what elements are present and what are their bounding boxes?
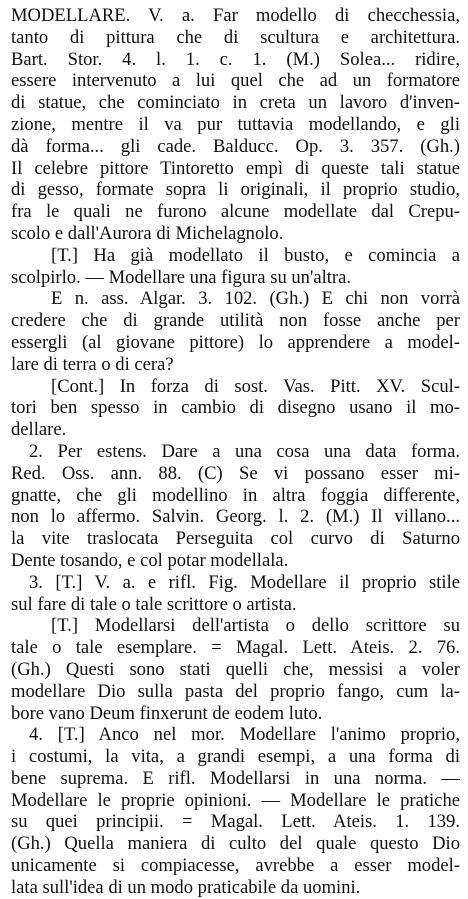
text-line: fra le quali ne furono alcune modellate dal Crepu- bbox=[11, 201, 460, 223]
text-line: Bart. Stor. 4. l. 1. c. 1. (M.) Solea... ridire, bbox=[11, 48, 460, 70]
text-line: dà forma... gli cade. Balducc. Op. 3. 357. (Gh.) bbox=[11, 135, 460, 157]
text-line: E n. ass. Algar. 3. 102. (Gh.) E chi non vorrà bbox=[51, 288, 460, 310]
text-line: Modellare le proprie opinioni. — Modellare le pratiche bbox=[11, 789, 460, 811]
text-line: 4. [T.] Anco nel mor. Modellare l'animo proprio, bbox=[29, 724, 460, 746]
text-line: bene suprema. E rifl. Modellarsi in una norma. — bbox=[11, 767, 460, 789]
text-line: la vite traslocata Perseguita col curvo di Saturno bbox=[11, 528, 460, 550]
text-line: essergli (al giovane pittore) lo apprendere a model- bbox=[11, 331, 460, 353]
text-line: zione, mentre il va pur tuttavia modellando, e gli bbox=[11, 113, 460, 135]
text-line: su quei principii. = Magal. Lett. Ateis. 1. 139. bbox=[11, 811, 460, 833]
text-line: [T.] Ha già modellato il busto, e comincia a bbox=[51, 244, 460, 266]
text-line: di gesso, formate sopra li originali, il proprio studio, bbox=[11, 179, 460, 201]
text-line: tale o tale esemplare. = Magal. Lett. Ateis. 2. 76. bbox=[11, 637, 460, 659]
text-line: lare di terra o di cera? bbox=[11, 353, 174, 375]
text-line: tori ben spesso in cambio di disegno usano il mo- bbox=[11, 397, 460, 419]
text-line: gnatte, che gli modellino in altra foggia differente, bbox=[11, 484, 460, 506]
text-line: essere intervenuto a lui quel che ad un formatore bbox=[11, 70, 460, 92]
text-line: [T.] Modellarsi dell'artista o dello scrittore su bbox=[51, 615, 460, 637]
text-line: tanto di pittura che di scultura e architettura. bbox=[11, 26, 460, 48]
text-line: di statue, che cominciato in creta un lavoro d'inven- bbox=[11, 92, 460, 114]
text-line: [Cont.] In forza di sost. Vas. Pitt. XV. Scul- bbox=[51, 375, 460, 397]
text-line: credere che di grande utilità non fosse anche per bbox=[11, 310, 460, 332]
text-line: sul fare di tale o tale scrittore o artista. bbox=[11, 593, 297, 615]
text-line: scolo e dall'Aurora di Michelagnolo. bbox=[11, 222, 284, 244]
text-line: i costumi, la vita, a grandi esempi, a una forma di bbox=[11, 746, 460, 768]
text-line: lata sull'idea di un modo praticabile da uomini. bbox=[11, 876, 361, 898]
text-line: MODELLARE. V. a. Far modello di checchessia, bbox=[11, 5, 460, 26]
text-line: bore vano Deum finxerunt de eodem luto. bbox=[11, 702, 323, 724]
text-line: Il celebre pittore Tintoretto empì di queste tali statue bbox=[11, 157, 460, 179]
text-line: (Gh.) Quella maniera di culto del quale questo Dio bbox=[11, 833, 460, 855]
text-line: scolpirlo. — Modellare una figura su un'altra. bbox=[11, 266, 352, 288]
text-line: unicamente si compiacesse, avrebbe a esser model- bbox=[11, 855, 460, 877]
text-line: Dente tosando, e col potar modellala. bbox=[11, 549, 289, 571]
text-line: (Gh.) Questi sono stati quelli che, messisi a voler bbox=[11, 658, 460, 680]
text-line: 3. [T.] V. a. e rifl. Fig. Modellare il proprio stile bbox=[29, 571, 460, 593]
text-line: Red. Oss. ann. 88. (C) Se vi possano esser mi- bbox=[11, 462, 460, 484]
text-line: modellare Dio sulla pasta del proprio fango, cum la- bbox=[11, 680, 460, 702]
text-line: non lo affermo. Salvin. Georg. l. 2. (M.) Il villano... bbox=[11, 506, 460, 528]
text-line: dellare. bbox=[11, 419, 67, 441]
text-line: 2. Per estens. Dare a una cosa una data forma. bbox=[29, 440, 460, 462]
